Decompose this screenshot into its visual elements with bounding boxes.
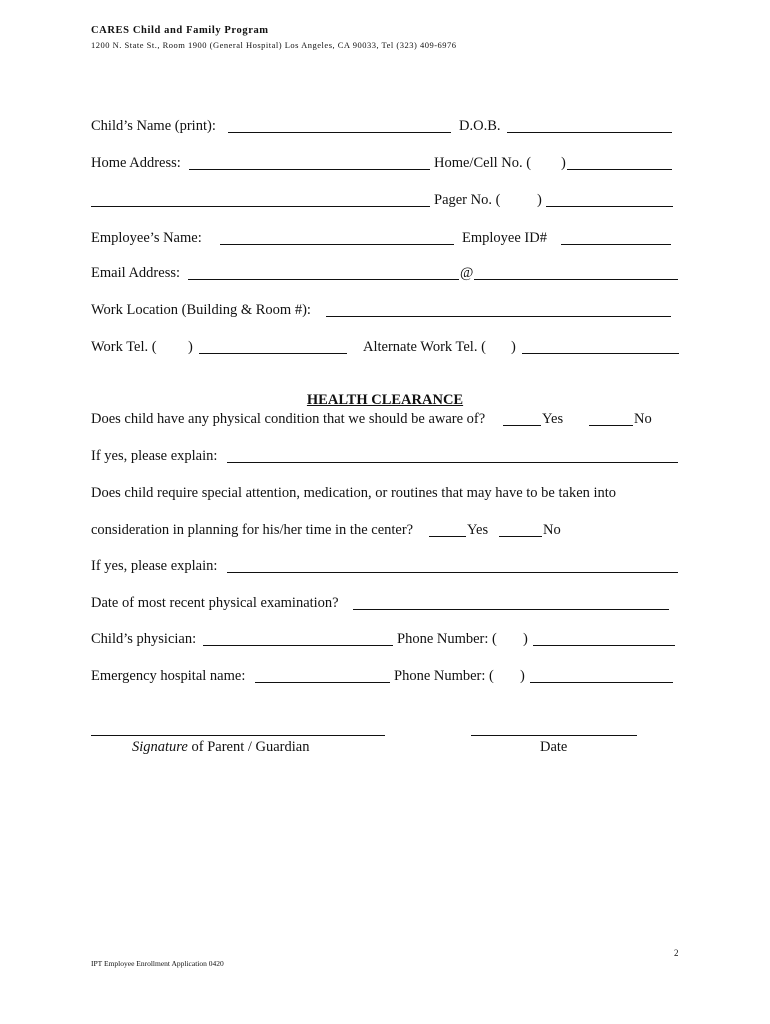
form-id: IPT Employee Enrollment Application 0420	[91, 959, 224, 968]
alt-work-tel-label: Alternate Work Tel. (	[363, 339, 486, 355]
at-sign: @	[460, 265, 474, 281]
physician-name-field[interactable]	[203, 645, 393, 646]
physical-exam-label: Date of most recent physical examination?	[91, 595, 339, 611]
home-address-label: Home Address:	[91, 155, 181, 171]
physician-phone-field[interactable]	[533, 645, 675, 646]
physical-condition-no-field[interactable]	[589, 425, 633, 426]
health-clearance-heading: HEALTH CLEARANCE	[306, 392, 464, 408]
work-tel-field[interactable]	[199, 353, 347, 354]
address-line2-row	[0, 191, 770, 211]
hospital-phone-label: Phone Number: (	[394, 668, 494, 684]
hospital-phone-field[interactable]	[530, 682, 673, 683]
explain-label: If yes, please explain:	[91, 558, 218, 574]
physical-exam-date-field[interactable]	[353, 609, 669, 610]
special-attention-yes-label: Yes	[467, 522, 489, 538]
work-location-row	[0, 301, 770, 321]
date-line[interactable]	[471, 735, 637, 736]
alt-work-tel-field[interactable]	[522, 353, 679, 354]
explain-field-2[interactable]	[227, 572, 678, 573]
pager-paren: )	[537, 192, 542, 208]
special-attention-row-2	[0, 521, 770, 541]
home-cell-paren: )	[561, 155, 566, 171]
program-title: CARES Child and Family Program	[91, 25, 269, 36]
date-caption: Date	[540, 739, 568, 755]
child-name-row	[0, 117, 770, 137]
explain-row-1	[0, 447, 770, 467]
physical-condition-no-label: No	[634, 411, 652, 427]
employee-id-label: Employee ID#	[462, 230, 547, 246]
physician-label: Child’s physician:	[91, 631, 197, 647]
employee-name-label: Employee’s Name:	[91, 230, 202, 246]
explain-field-1[interactable]	[227, 462, 678, 463]
special-attention-no-field[interactable]	[499, 536, 542, 537]
employee-name-field[interactable]	[220, 244, 454, 245]
email-domain-field[interactable]	[474, 279, 678, 280]
special-attention-no-label: No	[543, 522, 561, 538]
home-address-line2-field[interactable]	[91, 206, 430, 207]
physician-phone-label: Phone Number: (	[397, 631, 497, 647]
physical-condition-row	[0, 410, 770, 430]
email-row	[0, 264, 770, 284]
email-label: Email Address:	[91, 265, 181, 281]
home-cell-field[interactable]	[567, 169, 672, 170]
special-attention-question: Does child require special attention, medication, or routines that may have to be taken into	[91, 485, 617, 501]
signature-line[interactable]	[91, 735, 385, 736]
hospital-name-field[interactable]	[255, 682, 390, 683]
physical-condition-yes-label: Yes	[542, 411, 564, 427]
signature-caption	[132, 739, 309, 756]
program-address: 1200 N. State St., Room 1900 (General Hospital) Los Angeles, CA 90033, Tel (323) 409-6976	[91, 40, 457, 50]
work-location-label: Work Location (Building & Room #):	[91, 302, 311, 318]
employee-row	[0, 229, 770, 249]
signature-caption-rest: of Parent / Guardian	[187, 739, 310, 755]
page-number: 2	[674, 948, 679, 958]
hospital-row	[0, 667, 770, 687]
pager-label: Pager No. (	[434, 192, 501, 208]
dob-label: D.O.B.	[459, 118, 501, 134]
hospital-label: Emergency hospital name:	[91, 668, 246, 684]
explain-row-2	[0, 557, 770, 577]
signature-word: Signature	[132, 739, 188, 755]
home-address-row	[0, 154, 770, 174]
physical-exam-row	[0, 594, 770, 614]
special-attention-question-cont: consideration in planning for his/her time in the center?	[91, 522, 414, 538]
physician-row	[0, 630, 770, 650]
work-tel-row	[0, 338, 770, 358]
physician-phone-paren: )	[523, 631, 528, 647]
home-cell-label: Home/Cell No. (	[434, 155, 532, 171]
home-address-field[interactable]	[189, 169, 430, 170]
explain-label: If yes, please explain:	[91, 448, 218, 464]
employee-id-field[interactable]	[561, 244, 671, 245]
work-tel-label: Work Tel. (	[91, 339, 157, 355]
special-attention-row	[0, 484, 770, 504]
child-name-label: Child’s Name (print):	[91, 118, 216, 134]
physical-condition-yes-field[interactable]	[503, 425, 541, 426]
physical-condition-question: Does child have any physical condition that we should be aware of?	[91, 411, 486, 427]
pager-field[interactable]	[546, 206, 673, 207]
child-name-field[interactable]	[228, 132, 451, 133]
special-attention-yes-field[interactable]	[429, 536, 466, 537]
dob-field[interactable]	[507, 132, 672, 133]
work-tel-paren: )	[188, 339, 193, 355]
hospital-phone-paren: )	[520, 668, 525, 684]
alt-work-tel-paren: )	[511, 339, 516, 355]
work-location-field[interactable]	[326, 316, 671, 317]
email-user-field[interactable]	[188, 279, 459, 280]
